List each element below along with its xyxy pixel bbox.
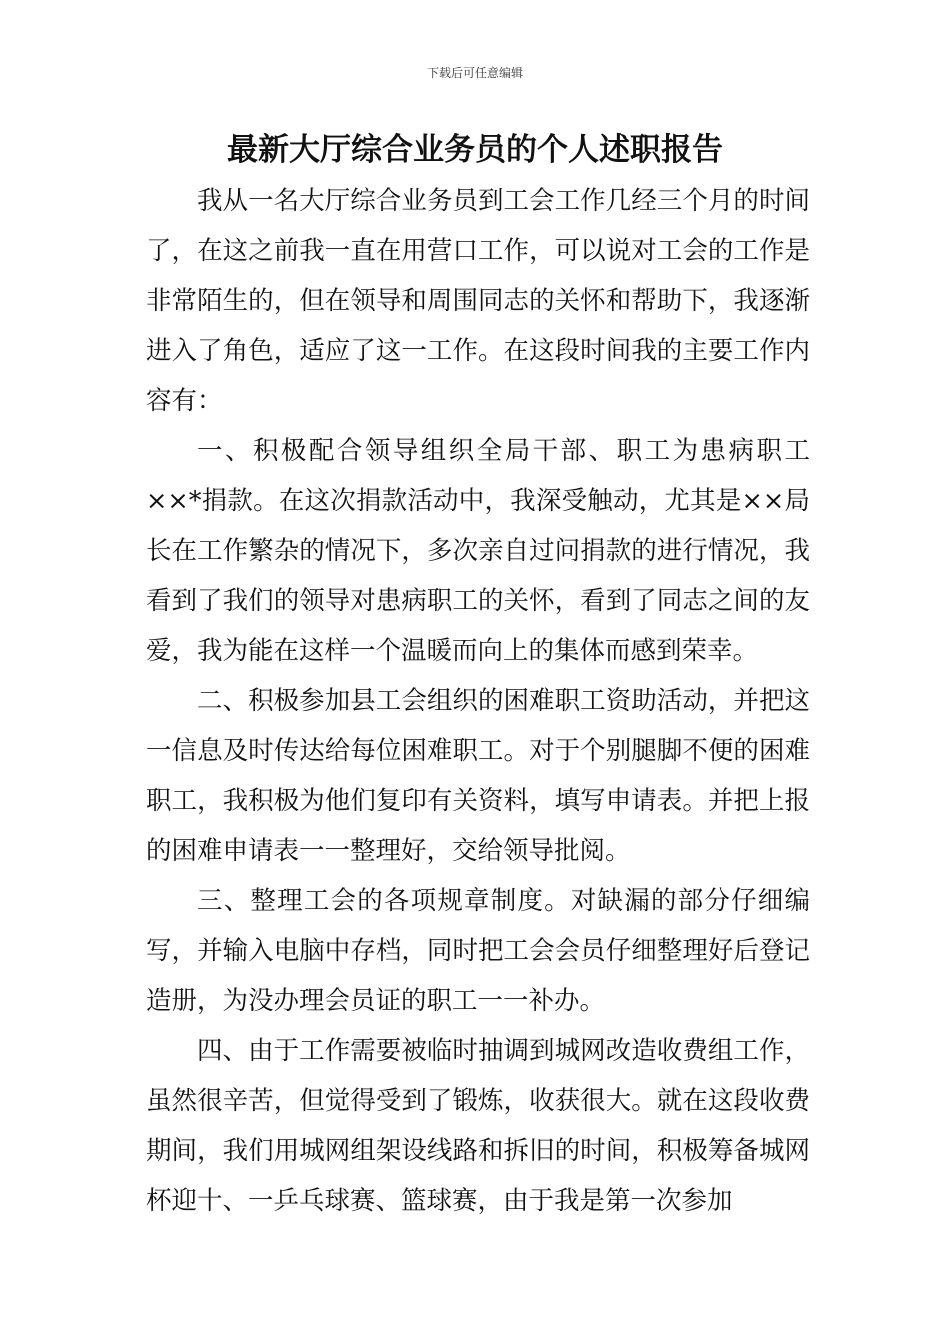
document-title: 最新大厅综合业务员的个人述职报告 <box>227 132 723 168</box>
paragraph: 二、积极参加县工会组织的困难职工资助活动，并把这一信息及时传达给每位困难职工。对于个别腿脚不便的困难职工，我积极为他们复印有关资料，填写申请表。并把上报的困难申请表一一整理好，交给领导批阅。 <box>146 686 810 866</box>
paragraph: 我从一名大厅综合业务员到工会工作几经三个月的时间了，在这之前我一直在用营口工作，可以说对工会的工作是非常陌生的，但在领导和周围同志的关怀和帮助下，我逐渐进入了角色，适应了这一工作。在这段时间我的主要工作内容有： <box>146 186 810 416</box>
document-body <box>146 176 810 1226</box>
paragraph: 四、由于工作需要被临时抽调到城网改造收费组工作，虽然很辛苦，但觉得受到了锻炼，收获很大。就在这段收费期间，我们用城网组架设线路和拆旧的时间，积极筹备城网杯迎十、一乒乓球赛、篮球赛，由于我是第一次参加 <box>146 1036 810 1216</box>
paragraph: 一、积极配合领导组织全局干部、职工为患病职工××*捐款。在这次捐款活动中，我深受触动，尤其是××局长在工作繁杂的情况下，多次亲自过问捐款的进行情况，我看到了我们的领导对患病职工的关怀，看到了同志之间的友爱，我为能在这样一个温暖而向上的集体而感到荣幸。 <box>146 436 810 666</box>
header-note: 下载后可任意编辑 <box>426 66 523 80</box>
paragraph: 三、整理工会的各项规章制度。对缺漏的部分仔细编写，并输入电脑中存档，同时把工会会员仔细整理好后登记造册，为没办理会员证的职工一一补办。 <box>146 886 810 1016</box>
